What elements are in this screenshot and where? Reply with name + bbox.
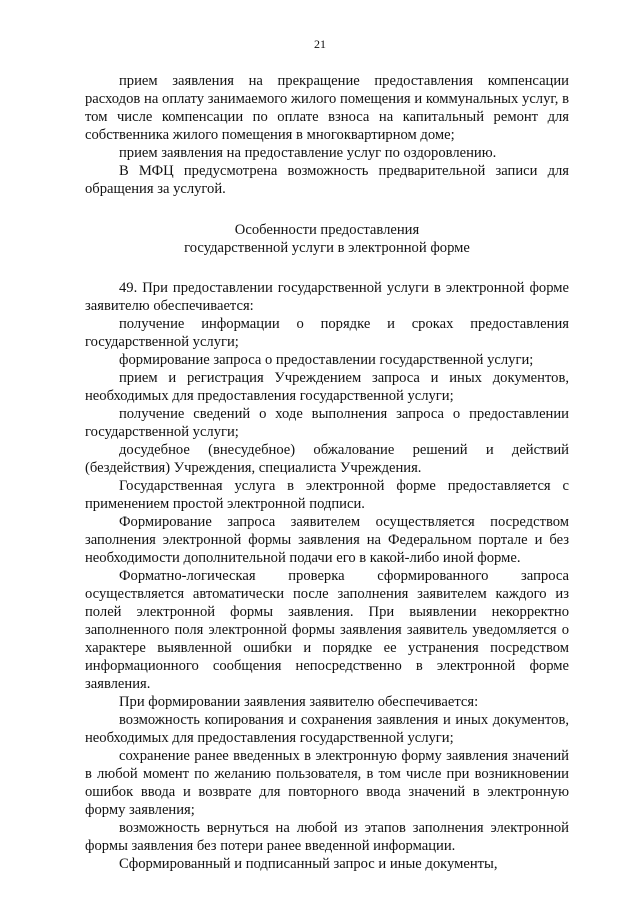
document-body — [85, 72, 569, 873]
paragraph: Форматно-логическая проверка сформированного запроса осуществляется автоматически после заполнения заявителем каждого из полей электронной формы заявления. При выявлении некорректно заполненного поля электронной формы заявления заявитель уведомляется о характере выявленной ошибки и порядке ее устранения посредством информационного сообщения непосредственно в электронной форме заявления. — [85, 568, 569, 692]
paragraph: При формировании заявления заявителю обеспечивается: — [119, 694, 479, 710]
paragraph: прием и регистрация Учреждением запроса и иных документов, необходимых для предоставления государственной услуги; — [85, 370, 569, 404]
paragraph: сохранение ранее введенных в электронную форму заявления значений в любой момент по желанию пользователя, в том числе при возникновении ошибок ввода и возврате для повторного ввода значений в электронную форму заявления; — [85, 748, 569, 818]
paragraph: прием заявления на прекращение предоставления компенсации расходов на оплату занимаемого жилого помещения и коммунальных услуг, в том числе компенсации по оплате взноса на капитальный ремонт для собственника жилого помещения в многоквартирном доме; — [85, 73, 569, 143]
paragraph: досудебное (внесудебное) обжалование решений и действий (бездействия) Учреждения, специалиста Учреждения. — [85, 442, 569, 476]
paragraph: получение сведений о ходе выполнения запроса о предоставлении государственной услуги; — [85, 406, 569, 440]
paragraph: 49. При предоставлении государственной услуги в электронной форме заявителю обеспечивается: — [85, 280, 569, 314]
paragraph: прием заявления на предоставление услуг по оздоровлению. — [119, 145, 497, 161]
paragraph: Государственная услуга в электронной форме предоставляется с применением простой электронной подписи. — [85, 478, 569, 512]
paragraph: получение информации о порядке и сроках предоставления государственной услуги; — [85, 316, 569, 350]
paragraph: В МФЦ предусмотрена возможность предварительной записи для обращения за услугой. — [85, 163, 569, 197]
paragraph: Формирование запроса заявителем осуществляется посредством заполнения электронной формы заявления на Федеральном портале и без необходимости дополнительной подачи его в какой-либо иной форме. — [85, 514, 569, 566]
paragraph: возможность вернуться на любой из этапов заполнения электронной формы заявления без потери ранее введенной информации. — [85, 820, 569, 854]
paragraph: формирование запроса о предоставлении государственной услуги; — [119, 352, 534, 368]
page-number: 21 — [314, 37, 326, 51]
paragraph: Сформированный и подписанный запрос и иные документы, — [119, 856, 498, 872]
section-title-line-2: государственной услуги в электронной форме — [184, 240, 470, 256]
paragraph: возможность копирования и сохранения заявления и иных документов, необходимых для предоставления государственной услуги; — [85, 712, 569, 746]
section-title-line-1: Особенности предоставления — [234, 222, 420, 238]
section-title — [85, 221, 569, 257]
